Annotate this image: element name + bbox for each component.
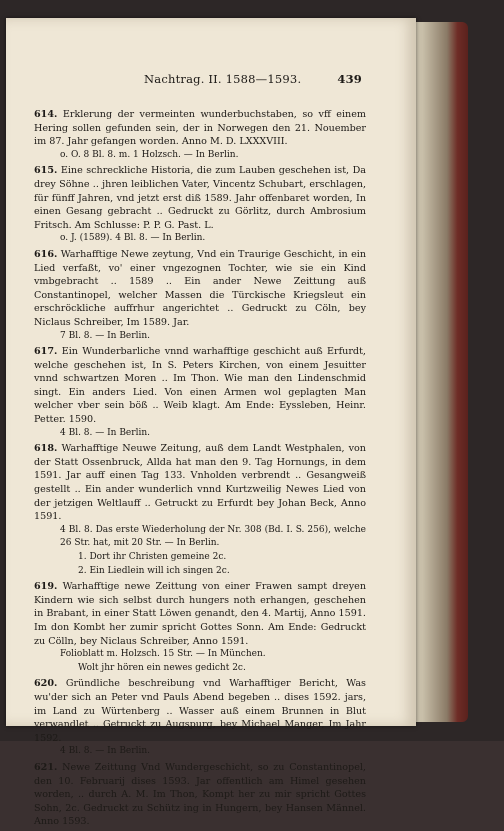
- bibliography-entry: [34, 761, 366, 829]
- entry-note: 7 Bl. 8. — In Berlin.: [60, 330, 150, 341]
- bibliography-entry: [34, 108, 366, 162]
- entry-note: 2. Ein Liedlein will ich singen 2c.: [78, 565, 230, 576]
- bibliography-entry: [34, 345, 366, 440]
- entry-number: 618.: [34, 443, 58, 455]
- entry-note: 4 Bl. 8. Das erste Wiederholung der Nr. 308 (Bd. I. S. 256), welche 26 Str. hat, mit 20 Str. — In Berlin.: [60, 524, 366, 549]
- bibliography-entry: [34, 442, 366, 578]
- entry-note: o. J. (1589). 4 Bl. 8. — In Berlin.: [60, 233, 206, 244]
- entry-text: Erklerung der vermeinten wunderbuchstaben, so vff einem Hering sollen gefunden sein, der in Norwegen den 21. Nouember im 87. Jahr gefangen worden. Anno M. D. LXXXVIII.: [34, 109, 366, 148]
- entry-note: o. O. 8 Bl. 8. m. 1 Holzsch. — In Berlin.: [60, 149, 239, 160]
- entry-number: 617.: [34, 346, 58, 358]
- entry-text: Warhafftige Newe zeytung, Vnd ein Traurige Geschicht, in ein Lied verfaßt, vo' einer vngezognen Tochter, wie sie ein Kind vmbgebracht .. 1589 .. Ein ander Newe Zeittung auß Constantinopel, welcher Massen die Türckische Kriegsleut ein erschröckliche auffrhur angerichtet .. Gedruckt zu Cöln, bey Niclaus Schreiber, Im 1589. Jar.: [34, 248, 366, 328]
- entry-number: 621.: [34, 761, 58, 773]
- entry-note: 1. Dort ihr Christen gemeine 2c.: [78, 552, 227, 562]
- running-title: Nachtrag. II. 1588—1593.: [144, 72, 302, 86]
- entry-text: Eine schreckliche Historia, die zum Lauben geschehen ist, Da drey Söhne .. jhren leiblichen Vater, Vincentz Schubart, erschlagen, für fünff Jahren, vnd jetzt erst diß 1589. Jahr offenbaret worden, In einen Gesang gebracht .. Gedruckt zu Görlitz, durch Ambrosium Fritsch. Am Schlusse: P. P. G. Past. L.: [34, 165, 366, 231]
- entry-number: 614.: [34, 109, 58, 120]
- book-page: [6, 18, 416, 828]
- entry-text: Warhafftige newe Zeittung von einer Frawen sampt dreyen Kindern wie sich selbst durch hungers noth erhangen, geschehen in Brabant, in einer Statt Löwen genandt, den 4. Martij, Anno 1591. Im don Kombt her zumir spricht Gottes Sonn. Am Ende: Gedruckt zu Cölln, bey Niclaus Schreiber, Anno 1591.: [34, 581, 366, 647]
- entry-note: Folioblatt m. Holzsch. 15 Str. — In München.: [60, 649, 266, 660]
- entry-text: Ein Wunderbarliche vnnd warhafftige geschicht auß Erfurdt, welche geschehen ist, In S. Peters Kirchen, von einem Jesuitter vnnd schwartzen Moren .. Im Thon. Wie man den Lindenschmid singt. Ein anders Lied. Von einen Armen wol geplagten Man welcher vber sein böß .. Weib klagt. Am Ende: Eyssleben, Heinr. Petter. 1590.: [34, 346, 366, 426]
- entry-number: 615.: [34, 165, 58, 177]
- entry-note: 4 Bl. 8. — In Berlin.: [60, 427, 150, 438]
- bibliography-entry: [34, 677, 366, 759]
- entry-note: 4 Bl. 8. — In Berlin.: [60, 746, 150, 757]
- bibliography-entry: [34, 164, 366, 246]
- page-number: 439: [337, 72, 362, 86]
- entry-number: 619.: [34, 581, 58, 593]
- entry-list: [34, 108, 366, 831]
- entry-text: Gründliche beschreibung vnd Warhafftiger Bericht, Was wu'der sich an Peter vnd Pauls Abend begeben .. dises 1592. jars, im Land zu Würtenberg .. Wasser auß einem Brunnen in Blut verwandlet .. Getruckt zu Augspurg, bey Michael Manger, Im Jahr 1592.: [34, 678, 366, 744]
- entry-number: 620.: [34, 678, 58, 690]
- entry-text: Warhafftige Neuwe Zeitung, auß dem Landt Westphalen, von der Statt Ossenbruck, Allda hat man den 9. Tag Hornungs, in dem 1591. Jar auff einen Tag 133. Vnholden verbrendt .. Gesangweiß gestellt .. Ein ander wunderlich vnnd Kurtzweilig Newes Lied von der jetzigen Weltlauff .. Getruckt zu Erfurdt bey Johan Beck, Anno 1591.: [34, 443, 366, 523]
- entry-text: Newe Zeittung Vnd Wundergeschicht, so zu Constantinopel, den 10. Februarij dises 1593. Jar offentlich am Himel gesehen worden, .. durch A. M. Im Thon, Kompt her zu mir spricht Gottes Sohn, 2c. Gedruckt zu Schütz ing in Hungern, bey Hansen Männel. Anno 1593.: [34, 761, 366, 828]
- entry-note: Wolt jhr hören ein newes gedicht 2c.: [78, 662, 246, 673]
- bibliography-entry: [34, 248, 366, 343]
- bibliography-entry: [34, 580, 366, 675]
- entry-number: 616.: [34, 248, 58, 260]
